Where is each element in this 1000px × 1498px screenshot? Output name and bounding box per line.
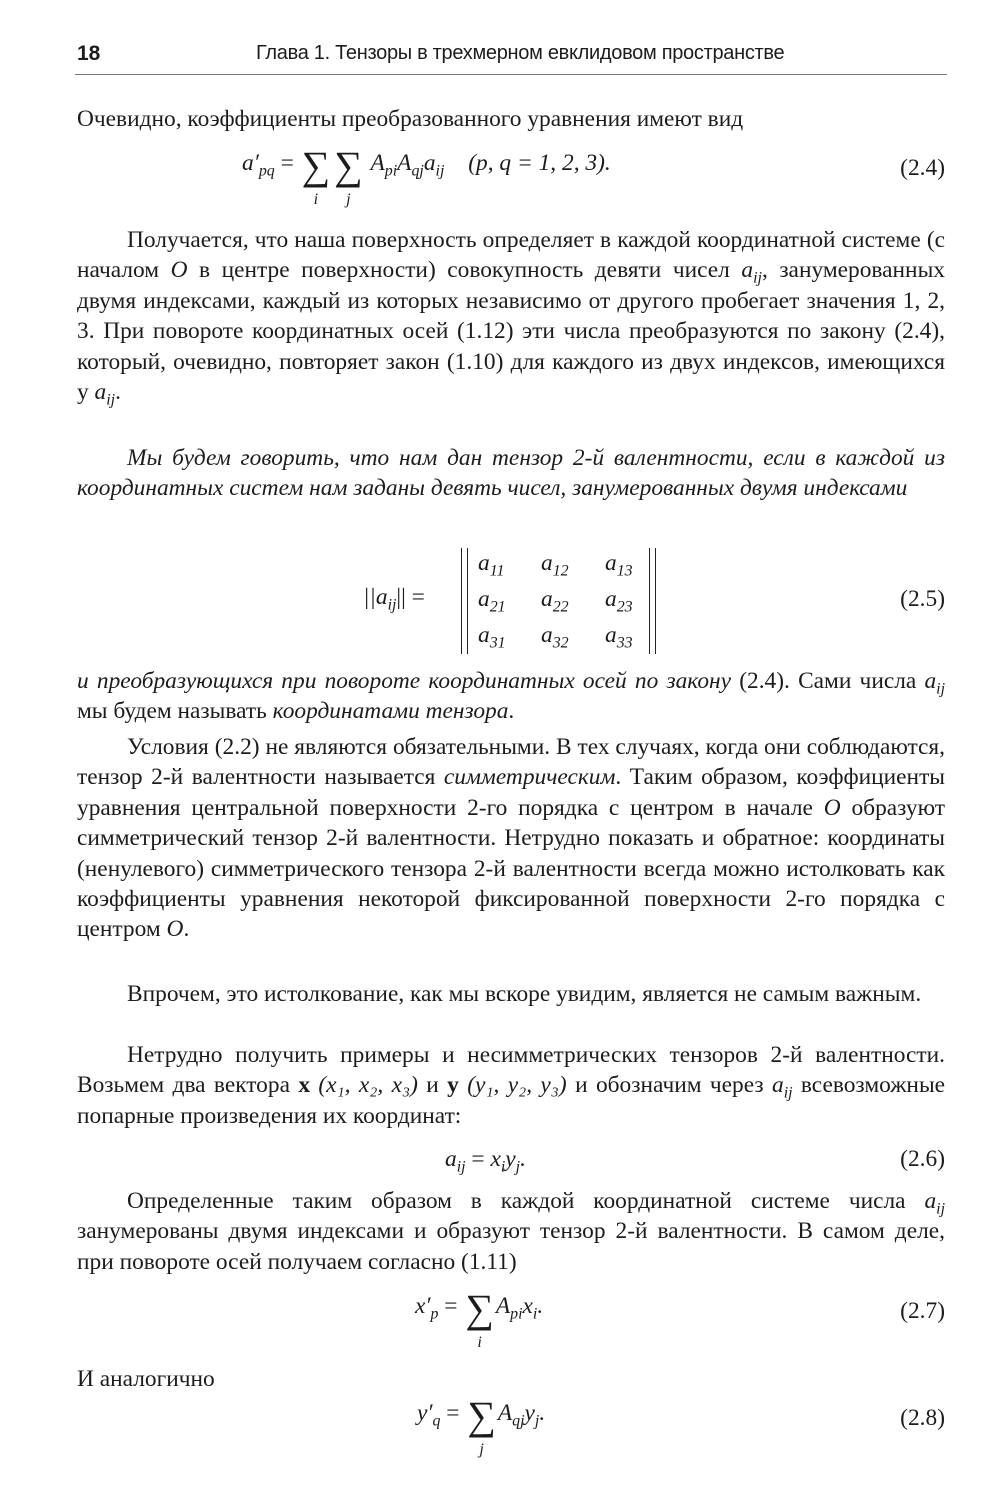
equation-2-6: $a_{ij} = x_iy_j$. (2.6) — [445, 1146, 945, 1176]
matrix-cell: $a_{21}$ — [478, 586, 506, 616]
eq25-lhs: $||a_{ij}||$ = — [363, 584, 425, 614]
eq24-term: $A_{pi}A_{qj}a_{ij}$ — [370, 150, 445, 180]
matrix-cell: $a_{11}$ — [478, 550, 505, 580]
paragraph-interpretation: Впрочем, это истолкование, как мы вскоре увидим, является не самым важным. — [127, 981, 922, 1007]
eq25-number: (2.5) — [900, 586, 945, 612]
matrix-cell: $a_{31}$ — [478, 622, 506, 652]
header-rule — [75, 74, 947, 75]
paragraph-defined: Определенные таким образом в каждой координатной системе числа $a_{ij}$ занумерованы двумя индексами и образуют тензор 2-й валентности. В самом деле, при повороте осей получаем согласно (1.11) — [77, 1188, 945, 1275]
eq28-number: (2.8) — [900, 1405, 945, 1431]
eq26-number: (2.6) — [900, 1146, 945, 1172]
equation-2-8: $y'_q$ = ∑ j $A_{qj}y_j$. (2.8) — [417, 1393, 945, 1458]
paragraph-symmetric: Условия (2.2) не являются обязательными. В тех случаях, когда они соблюдаются, тензор 2-й валентности называется симметрическим. Таким образом, коэффициенты уравнения центральной поверхности 2-го порядка с центром в начале O образуют симметрический тензор 2-й валентности. Нетрудно показать и обратное: координаты (ненулевого) симметрического тензора 2-й валентности всегда можно истолковать как коэффициенты уравнения некоторой фиксированной поверхности 2-го порядка с центром O. — [77, 734, 946, 943]
paragraph-intro: Очевидно, коэффициенты преобразованного уравнения имеют вид — [77, 106, 744, 132]
matrix-cell: $a_{23}$ — [605, 586, 633, 616]
sum-symbol-j: ∑ j — [334, 143, 363, 208]
matrix-cell: $a_{32}$ — [541, 622, 569, 652]
paragraph-coordinates: и преобразующихся при повороте координатных осей по закону (2.4). Сами числа $a_{ij}$ мы будем называть координатами тензора. — [77, 668, 945, 725]
equation-2-7: $x'_p$ = ∑ i $A_{pi}x_i$. (2.7) — [415, 1286, 945, 1351]
paragraph-similarly: И аналогично — [77, 1366, 215, 1392]
matrix-cell: $a_{12}$ — [541, 550, 569, 580]
eq24-number: (2.4) — [900, 155, 945, 181]
equation-2-4: $a'_{pq}$ = ∑ i ∑ j $A_{pi}A_{qj}a_{ij}$ (p, q = 1, 2, 3). (2.4) — [242, 143, 945, 208]
eq27-number: (2.7) — [900, 1298, 945, 1324]
sum-symbol-i: ∑ i — [301, 143, 331, 208]
eq24-lhs: $a'_{pq}$ — [242, 150, 275, 180]
sum-symbol: ∑ i — [465, 1286, 494, 1351]
paragraph-definition: Мы будем говорить, что нам дан тензор 2-й валентности, если в каждой из координатных систем нам заданы девять чисел, занумерованных двумя индексами — [77, 445, 945, 502]
page-number: 18 — [77, 42, 101, 65]
matrix-cell: $a_{13}$ — [605, 550, 633, 580]
eq24-condition: (p, q = 1, 2, 3). — [468, 150, 611, 176]
matrix-cell: $a_{33}$ — [605, 622, 633, 652]
paragraph-surface: Получается, что наша поверхность определяет в каждой координатной системе (с началом O в центре поверхности) совокупность девяти чисел $a_{ij}$, занумерованных двумя индексами, каждый из которых независимо от другого пробегает значения 1, 2, 3. При повороте координатных осей (1.12) эти числа преобразуются по закону (2.4), который, очевидно, повторяет закон (1.10) для каждого из двух индексов, имеющихся у $a_{ij}$. — [77, 227, 945, 409]
running-title: Глава 1. Тензоры в трехмерном евклидовом пространстве — [256, 42, 785, 64]
sum-symbol: ∑ j — [467, 1393, 496, 1458]
paragraph-examples: Нетрудно получить примеры и несимметрических тензоров 2-й валентности. Возьмем два вектора x (x₁, x₂, x₃) и y (y₁, y₂, y₃) и обозначим через $a_{ij}$ всевозможные попарные произведения их координат: — [77, 1042, 946, 1129]
matrix-cell: $a_{22}$ — [541, 586, 569, 616]
